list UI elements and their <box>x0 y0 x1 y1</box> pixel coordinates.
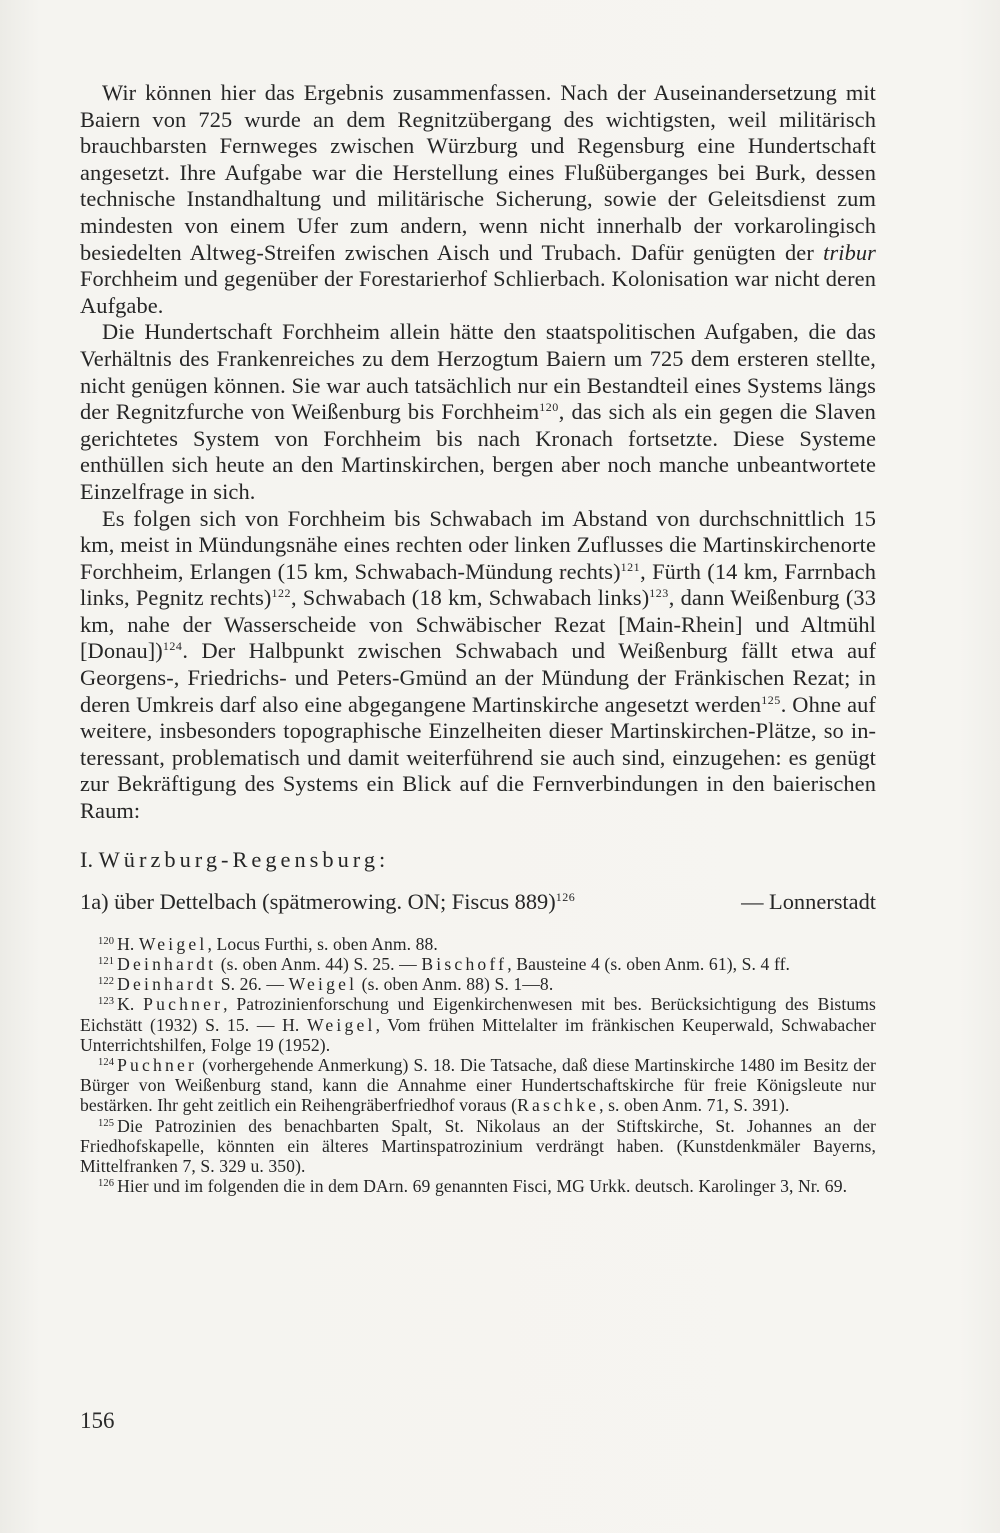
italic-term: tribur <box>823 239 876 265</box>
author-name: Deinhardt <box>117 954 217 975</box>
footnote-ref: 123 <box>649 586 669 601</box>
footnote <box>80 1116 876 1177</box>
footnote-ref: 121 <box>620 559 641 574</box>
author-name: Bischoff <box>421 954 508 975</box>
footnote <box>80 994 876 1055</box>
footnote-number: 120 <box>98 935 115 947</box>
paragraph <box>80 80 876 319</box>
text-run: Die Hundertschaft Forchheim allein hätte den staatspolitischen Aufgaben, die das Verhältnis des Frankenreiches zu dem Herzogtum Baiern um 725 dem ersteren stellte, nicht genügen können. Sie war auch tatsächlich nur ein Bestandteil eines Systems längs der Regnitzfurche von Weißenburg bis Forchheim <box>80 319 876 425</box>
footnote-number: 121 <box>98 956 115 968</box>
text-run: S. 26. — <box>216 974 289 995</box>
main-text-block <box>80 80 876 1196</box>
text-run: , Bausteine 4 (s. oben Anm. 61), S. 4 ff. <box>507 954 791 975</box>
footnote <box>80 934 876 954</box>
footnote <box>80 974 876 994</box>
text-run: (vorhergehende Anmerkung) S. 18. Die Tatsache, daß diese Martinskirche 1480 im Besitz der Bürger von Weißenburg stand, kann die Annahme einer Hundertschaftskirche für freie Königsleute nur bestärken. Ihr geht zeitlich ein Reihengräberfriedhof voraus ( <box>80 1055 876 1116</box>
footnote-ref: 122 <box>271 586 291 601</box>
footnote-number: 123 <box>98 996 115 1008</box>
text-run: , Patrozinienforschung und Eigenkirchenwesen mit bes. Berücksichtigung des Bistums Eichstätt (1932) S. 15. — H. <box>80 994 876 1035</box>
route-line-right: — Lonnerstadt <box>741 889 876 915</box>
author-name: Deinhardt <box>117 974 217 995</box>
text-run: , s. oben Anm. 71, S. 391). <box>599 1095 790 1116</box>
footnote-ref: 124 <box>162 639 183 654</box>
text-run: , das sich als ein gegen die Slaven gerichtetes System von Forchheim bis nach Kronach fortsetzte. Diese Systeme enthüllen sich heute an den Martinskirchen, bergen aber noch manche unbeantwortete Einzelfrage in sich. <box>80 399 876 504</box>
author-name: Raschke <box>517 1095 600 1116</box>
footnote-number: 122 <box>98 976 115 988</box>
author-name: Weigel <box>288 974 358 995</box>
footnote-ref: 120 <box>539 400 559 415</box>
text-run: , dann Weißenburg (33 km, nahe der Wasserscheide von Schwäbischer Rezat [Main-Rhein] und Altmühl [Donau]) <box>80 585 877 664</box>
text-run: Die Patrozinien des benachbarten Spalt, St. Nikolaus an der Stiftskirche, St. Johannes an der Friedhofskapelle, könnten ein älteres Martinspatrozinium verdrängt haben. (Kunstdenkmäler Bayerns, Mittelfranken 7, S. 329 u. 350). <box>80 1115 876 1177</box>
text-run: , Schwabach (18 km, Schwabach links) <box>290 585 650 611</box>
footnote-ref: 126 <box>555 890 576 905</box>
text-run: . Der Halbpunkt zwischen Schwabach und Weißenburg fällt etwa auf Georgens-, Friedrichs- und Peters-Gmünd an der Mündung der Fränkischen Rezat; in deren Umkreis darf also eine abgegangene Martinskirche angesetzt werden <box>80 638 876 717</box>
author-name: Weigel <box>306 1014 376 1035</box>
footnotes <box>80 934 876 1197</box>
text-run: . Ohne auf weitere, insbesonders topographische Einzelheiten dieser Martinskirchen-Plätze, so interessant, problematisch und damit weiterführend sie auch sind, einzugehen: es genügt zur Bekräftigung des Systems ein Blick auf die Fernverbindungen in den baierischen Raum: <box>80 691 876 824</box>
paragraph <box>80 506 876 825</box>
route-heading <box>80 847 876 874</box>
text-run: Hier und im folgenden die in dem DArn. 69 genannten Fisci, MG Urkk. deutsch. Karolinger 3, Nr. 69. <box>117 1176 848 1197</box>
text-run: Es folgen sich von Forchheim bis Schwabach im Abstand von durchschnittlich 15 km, meist in Mündungsnähe eines rechten oder linken Zuflusses die Martinskirchenorte Forchheim, Erlangen (15 km, Schwabach-Mündung rechts) <box>80 505 876 584</box>
route-heading-prefix: I. <box>80 846 99 872</box>
footnote-ref: 125 <box>761 692 781 707</box>
route-heading-title: Würzburg-Regensburg <box>98 846 380 872</box>
text-run: H. <box>117 933 139 954</box>
text-run: (s. oben Anm. 88) S. 1—8. <box>357 974 554 995</box>
text-run: Wir können hier das Ergebnis zusammenfassen. Nach der Auseinandersetzung mit Baiern von 725 wurde an dem Regnitzübergang des wichtigsten, weil militärisch brauchbarsten Fernweges zwischen Würzburg und Regensburg eine Hundertschaft angesetzt. Ihre Aufgabe war die Herstellung eines Flußüberganges bei Burk, dessen technische Instandhaltung und militärische Sicherung, sowie der Geleitsdienst zum mindesten von einem Ufer zum andern, wenn nicht innerhalb der vorkarolingisch besiedelten Altweg-Streifen zwischen Aisch und Trubach. Dafür genügten der <box>80 80 876 265</box>
footnote-number: 125 <box>98 1117 115 1129</box>
footnote <box>80 1176 876 1196</box>
text-run: K. <box>117 994 144 1015</box>
text-run: , Vom frühen Mittelalter im fränkischen Keuperwald, Schwabacher Unterrichtshilfen, Folge 19 (1952). <box>80 1014 877 1055</box>
route-heading-suffix: : <box>379 846 386 872</box>
text-run: , Fürth (14 km, Farrnbach links, Pegnitz rechts) <box>80 558 876 611</box>
author-name: Puchner <box>117 1055 198 1076</box>
footnote-number: 124 <box>98 1057 115 1069</box>
text-run: Forchheim und gegenüber der Forestarierhof Schlierbach. Kolonisation war nicht deren Aufgabe. <box>80 266 876 318</box>
text-run: (s. oben Anm. 44) S. 25. — <box>216 954 422 975</box>
route-line-left <box>80 889 575 916</box>
footnote <box>80 954 876 974</box>
paragraph <box>80 319 876 505</box>
route-section <box>80 847 876 916</box>
page-number: 156 <box>80 1408 115 1433</box>
author-name: Puchner <box>143 994 224 1015</box>
footnote <box>80 1055 876 1116</box>
body-paragraphs <box>80 80 876 825</box>
author-name: Weigel <box>138 933 208 954</box>
route-line-1a <box>80 889 876 916</box>
route-line-text: 1a) über Dettelbach (spätmerowing. ON; Fiscus 889) <box>80 889 556 915</box>
text-run: , Locus Furthi, s. oben Anm. 88. <box>207 933 438 954</box>
footnote-number: 126 <box>98 1178 115 1190</box>
